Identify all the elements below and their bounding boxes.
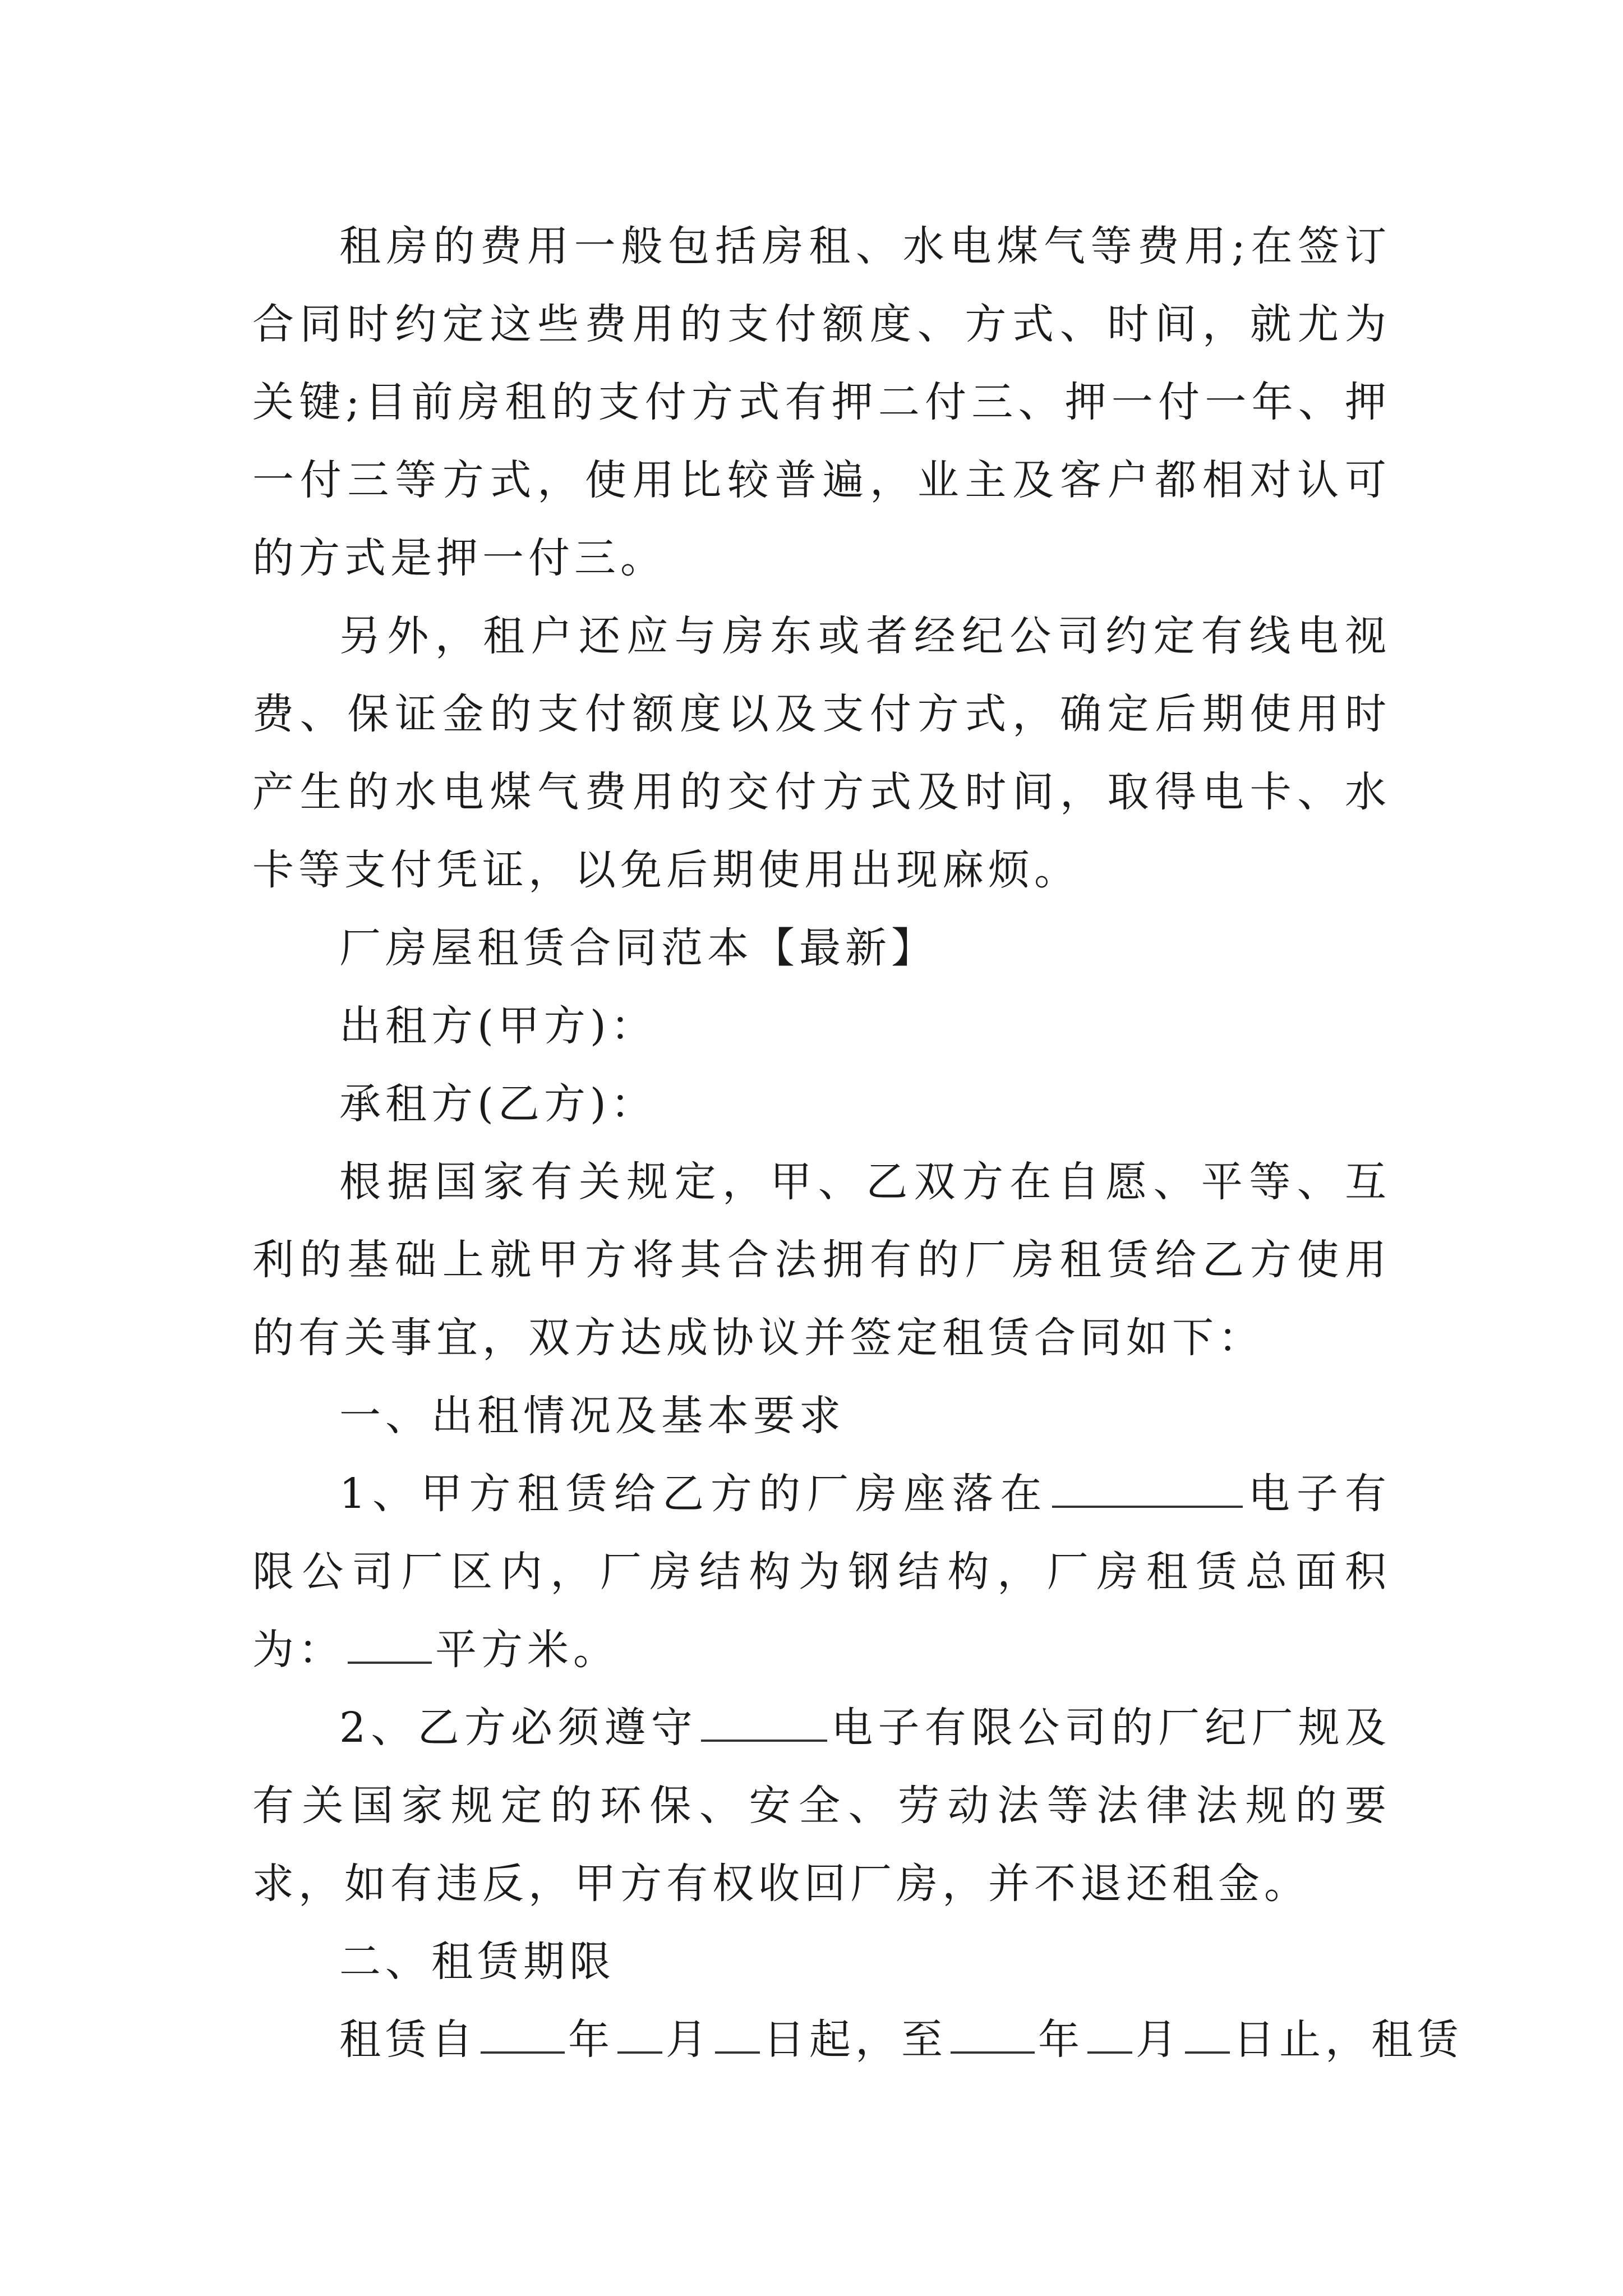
clause-1-text-b: 电子有限公司厂区内，厂房结构为钢结构，厂房租赁总面积为： <box>252 1470 1391 1674</box>
blank-end-year <box>951 2017 1035 2054</box>
blank-end-month <box>1087 2017 1132 2054</box>
clause-2 <box>252 1689 1391 1923</box>
month-label-2: 月 <box>1136 2016 1182 2064</box>
blank-end-day <box>1185 2017 1230 2054</box>
lease-term-line <box>252 2001 1463 2079</box>
clause-1-text-a: 1、甲方租赁给乙方的厂房座落在 <box>339 1470 1049 1518</box>
blank-start-year <box>481 2017 565 2054</box>
contract-title: 厂房屋租赁合同范本【最新】 <box>339 924 937 972</box>
lessor-label: 出租方(甲方)： <box>339 1002 657 1050</box>
lease-term-text-c: 日止，租赁 <box>1233 2016 1463 2064</box>
paragraph-agreement-basis: 根据国家有关规定，甲、乙双方在自愿、平等、互利的基础上就甲方将其合法拥有的厂房租赁给乙方使用的有关事宜，双方达成协议并签定租赁合同如下： <box>252 1158 1391 1362</box>
lease-term-text-a: 租赁自 <box>339 2016 477 2064</box>
paragraph-other-fees: 另外，租户还应与房东或者经纪公司约定有线电视费、保证金的支付额度以及支付方式，确定后期使用时产生的水电煤气费用的交付方式及时间，取得电卡、水卡等支付凭证，以免后期使用出现麻烦。 <box>252 612 1391 894</box>
paragraph-rental-costs: 租房的费用一般包括房租、水电煤气等费用;在签订合同时约定这些费用的支付额度、方式、时间，就尤为关键;目前房租的支付方式有押二付三、押一付一年、押一付三等方式，使用比较普遍，业主及客户都相对认可的方式是押一付三。 <box>252 222 1391 582</box>
year-label-1: 年 <box>568 2016 614 2064</box>
clause-1-text-c: 平方米。 <box>435 1626 619 1674</box>
blank-area <box>348 1627 432 1664</box>
blank-company-name <box>1052 1471 1243 1508</box>
clause-2-text-a: 2、乙方必须遵守 <box>339 1704 698 1752</box>
clause-2-text-b: 电子有限公司的厂纪厂规及有关国家规定的环保、安全、劳动法等法律法规的要求，如有违反，甲方有权收回厂房，并不退还租金。 <box>252 1704 1391 1908</box>
blank-start-month <box>617 2017 662 2054</box>
clause-1 <box>252 1455 1391 1689</box>
section-heading-lease-term: 二、租赁期限 <box>339 1938 615 1986</box>
document-body <box>252 208 1463 2079</box>
blank-start-day <box>715 2017 760 2054</box>
month-label-1: 月 <box>666 2016 712 2064</box>
blank-company-name-2 <box>701 1705 827 1742</box>
year-label-2: 年 <box>1038 2016 1084 2064</box>
section-heading-rental-situation: 一、出租情况及基本要求 <box>339 1392 845 1440</box>
lease-term-text-b: 日起，至 <box>763 2016 947 2064</box>
lessee-label: 承租方(乙方)： <box>339 1080 657 1128</box>
